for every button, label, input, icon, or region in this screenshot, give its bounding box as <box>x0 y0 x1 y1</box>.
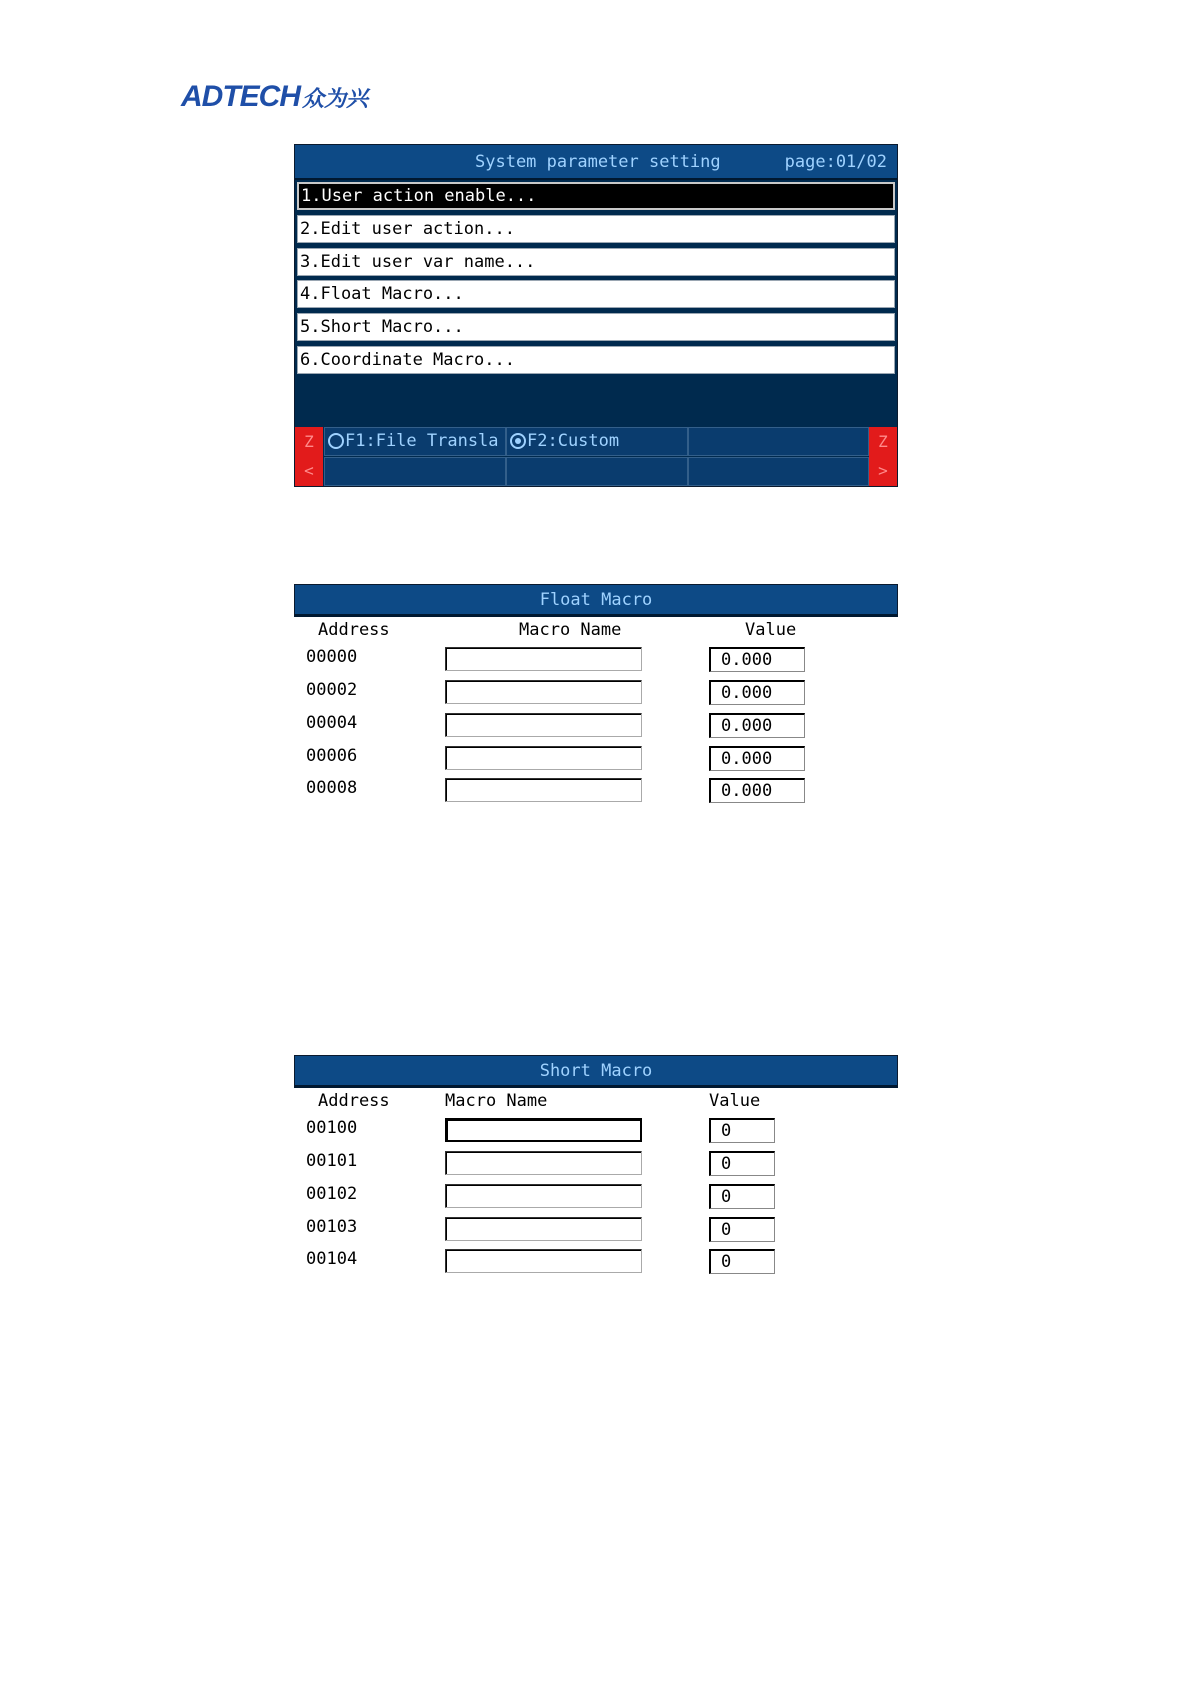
f3-empty-button[interactable] <box>688 427 869 456</box>
logo-cjk: 众为兴 <box>302 86 369 112</box>
left-page-top-glyph: Z <box>304 432 314 451</box>
right-arrow-icon: > <box>878 461 888 480</box>
float-macro-value-input[interactable]: 0.000 <box>709 680 805 705</box>
menu-item-short-macro[interactable]: 5.Short Macro... <box>297 313 895 341</box>
float-macro-name-input[interactable] <box>445 713 642 737</box>
menu-item-edit-user-action[interactable]: 2.Edit user action... <box>297 215 895 243</box>
short-row-address: 00102 <box>306 1184 358 1204</box>
menu-item-coordinate-macro[interactable]: 6.Coordinate Macro... <box>297 346 895 374</box>
short-header-address: Address <box>318 1091 390 1111</box>
float-macro-title: Float Macro <box>294 584 898 617</box>
short-macro-value-input[interactable]: 0 <box>709 1249 775 1274</box>
short-header-value: Value <box>709 1091 761 1111</box>
radio-on-icon <box>510 433 526 449</box>
right-page-top-glyph: Z <box>878 432 888 451</box>
float-macro-name-input[interactable] <box>445 746 642 770</box>
short-row-address: 00100 <box>306 1118 358 1138</box>
adtech-logo <box>181 80 368 114</box>
short-macro-name-input[interactable] <box>445 1249 642 1273</box>
left-page-button[interactable] <box>295 427 323 486</box>
float-row-address: 00008 <box>306 778 358 798</box>
logo-brand: ADTECH <box>181 80 300 113</box>
short-macro-title: Short Macro <box>294 1055 898 1088</box>
float-macro-name-input[interactable] <box>445 647 642 671</box>
float-header-macro-name: Macro Name <box>519 620 622 640</box>
float-row-address: 00000 <box>306 647 358 667</box>
short-row-address: 00103 <box>306 1217 358 1237</box>
screen-titlebar <box>295 145 897 180</box>
short-macro-panel <box>294 1055 898 1281</box>
float-header-address: Address <box>318 620 390 640</box>
left-arrow-icon: < <box>304 461 314 480</box>
f6-empty-button[interactable] <box>688 457 869 486</box>
menu-item-edit-user-var-name[interactable]: 3.Edit user var name... <box>297 248 895 276</box>
float-row-address: 00002 <box>306 680 358 700</box>
float-macro-name-input[interactable] <box>445 680 642 704</box>
float-row-address: 00004 <box>306 713 358 733</box>
float-macro-value-input[interactable]: 0.000 <box>709 647 805 672</box>
short-macro-name-input[interactable] <box>445 1217 642 1241</box>
short-macro-value-input[interactable]: 0 <box>709 1118 775 1143</box>
system-parameter-screen <box>294 144 898 487</box>
short-macro-name-input[interactable] <box>445 1151 642 1175</box>
short-header-macro-name: Macro Name <box>445 1091 548 1111</box>
float-row-address: 00006 <box>306 746 358 766</box>
short-macro-value-input[interactable]: 0 <box>709 1184 775 1209</box>
menu-item-float-macro[interactable]: 4.Float Macro... <box>297 280 895 308</box>
f2-custom-button[interactable] <box>506 427 688 456</box>
float-header-value: Value <box>745 620 797 640</box>
f2-label: F2:Custom <box>527 431 620 451</box>
radio-off-icon <box>328 433 344 449</box>
f4-empty-button[interactable] <box>324 457 506 486</box>
f1-label: F1:File Transla <box>345 431 499 451</box>
float-macro-panel <box>294 584 898 810</box>
float-macro-name-input[interactable] <box>445 778 642 802</box>
float-macro-value-input[interactable]: 0.000 <box>709 778 805 803</box>
short-macro-name-input[interactable] <box>445 1184 642 1208</box>
f1-file-translate-button[interactable] <box>324 427 506 456</box>
short-macro-name-input[interactable] <box>445 1118 642 1142</box>
float-macro-value-input[interactable]: 0.000 <box>709 713 805 738</box>
page-indicator: page:01/02 <box>784 152 887 172</box>
short-macro-value-input[interactable]: 0 <box>709 1217 775 1242</box>
short-row-address: 00101 <box>306 1151 358 1171</box>
short-row-address: 00104 <box>306 1249 358 1269</box>
short-macro-value-input[interactable]: 0 <box>709 1151 775 1176</box>
function-key-bar <box>295 427 897 486</box>
right-page-button[interactable] <box>869 427 897 486</box>
menu-item-user-action-enable[interactable]: 1.User action enable... <box>297 182 895 210</box>
float-macro-value-input[interactable]: 0.000 <box>709 746 805 771</box>
f5-empty-button[interactable] <box>506 457 688 486</box>
screen-title: System parameter setting <box>475 152 721 172</box>
